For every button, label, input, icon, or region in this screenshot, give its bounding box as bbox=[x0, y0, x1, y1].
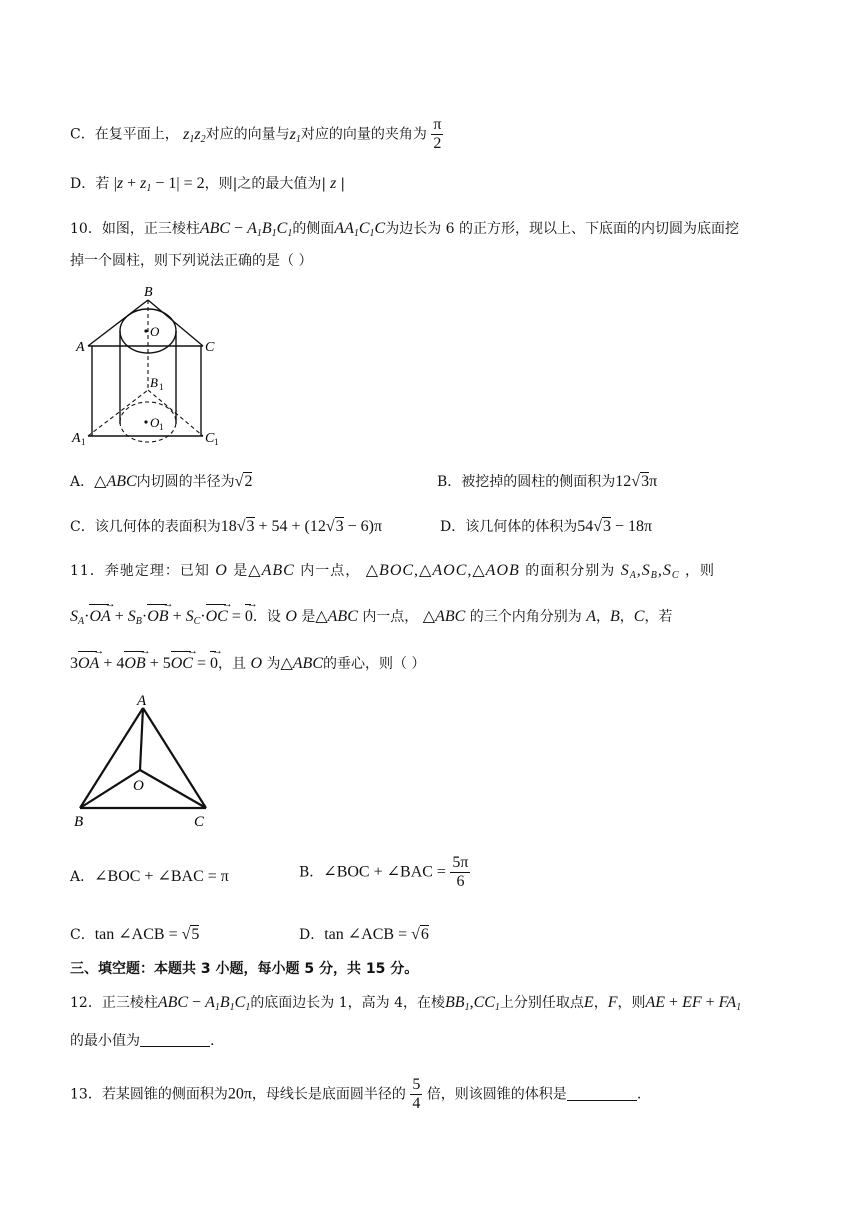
q10-line1: 10．如图，正三棱柱ABC − $A_1B_1C_1$的侧面$AA_1C_1C$为边长为 6 的正方形，现以上、下底面的内切圆为底面挖 bbox=[70, 220, 740, 239]
q11-option-d: D．tan ∠ACB = √6 bbox=[299, 926, 429, 943]
label-b: B bbox=[74, 814, 84, 830]
label-c1: C bbox=[205, 431, 215, 446]
label-a: A bbox=[76, 340, 85, 355]
q11-line3: 3OA → + 4OB → + 5OC → = 0 →，且 O 为△ABC的垂心，则（ ） bbox=[70, 653, 800, 675]
label-c: C bbox=[205, 340, 215, 355]
q12-line2: 的最小值为 . bbox=[70, 1033, 215, 1049]
q11-option-c: C．tan ∠ACB = √5 bbox=[70, 926, 200, 943]
q10-option-d: D．该几何体的体积为54√3 − 18π bbox=[440, 518, 653, 535]
q12-line1: 12．正三棱柱ABC − $A_1B_1C_1$的底面边长为 1，高为 4，在棱$BB_1,CC_1$上分别任取点E，F，则AE + EF + $FA_1$ bbox=[70, 994, 742, 1013]
label-c1-sub: 1 bbox=[214, 437, 219, 447]
label-b1: B bbox=[150, 375, 158, 390]
label-b: B bbox=[144, 285, 153, 300]
q11-line1: 11．奔驰定理：已知 O 是△ABC 内一点， △BOC,△AOC,△AOB 的面积分别为 $S_A,S_B,S_C$ ，则 bbox=[70, 562, 716, 581]
q11-options-ab bbox=[70, 854, 800, 890]
label-a: A bbox=[137, 693, 147, 709]
q10-prism-figure bbox=[68, 284, 228, 454]
q13-line: 13．若某圆锥的侧面积为20π，母线长是底面圆半径的 $\frac{5}{4}$ 倍，则该圆锥的体积是 . bbox=[70, 1076, 642, 1112]
label-c: C bbox=[194, 814, 205, 830]
label-o1-sub: 1 bbox=[159, 422, 164, 432]
label-o1: O bbox=[150, 415, 160, 430]
q11-options-cd bbox=[70, 924, 800, 946]
fraction: $\frac{5\pi}{6}$ bbox=[452, 854, 469, 890]
center-dot bbox=[144, 329, 147, 332]
fraction: $\frac{5}{4}$ bbox=[412, 1076, 421, 1112]
answer-blank[interactable] bbox=[140, 1032, 210, 1047]
label-a1: A bbox=[72, 431, 81, 446]
q11-option-a: A．∠BOC + ∠BAC = π bbox=[70, 868, 229, 885]
q10-options-cd bbox=[70, 516, 800, 538]
q9-option-d: D．若 $|z + z_1 - 1| = 2$，则|之的最大值为| z | bbox=[70, 175, 346, 194]
fraction: $\frac{\pi}{2}$ bbox=[433, 116, 442, 152]
q10-option-b: B．被挖掉的圆柱的侧面积为12√3π bbox=[437, 473, 658, 490]
label-o: O bbox=[133, 778, 144, 794]
label-o: O bbox=[150, 324, 160, 339]
label-a1-sub: 1 bbox=[81, 437, 86, 447]
section-title: 三、填空题：本题共 3 小题，每小题 5 分，共 15 分。 bbox=[70, 961, 419, 977]
q11-option-b: B．∠BOC + ∠BAC = $\frac{5\pi}{6}$ bbox=[299, 854, 469, 890]
q9-option-c: C．在复平面上， $z_1z_2$对应的向量与$z_1$对应的向量的夹角为 $\frac{\pi}{2}$ bbox=[70, 116, 442, 152]
q10-line2: 掉一个圆柱，则下列说法正确的是（ ） bbox=[70, 253, 313, 269]
q10-option-c: C．该几何体的表面积为18√3 + 54 + (12√3 − 6)π bbox=[70, 518, 383, 535]
label-b1-sub: 1 bbox=[159, 382, 164, 392]
q10-options-ab bbox=[70, 471, 800, 493]
q11-triangle-figure bbox=[70, 690, 220, 830]
answer-blank[interactable] bbox=[567, 1086, 637, 1101]
center-dot bbox=[144, 420, 147, 423]
q10-option-a: A．△ABC内切圆的半径为√2 bbox=[70, 473, 253, 490]
q11-line2: $S_A\cdot OA$ → + $S_B\cdot OB$ → + $S_C\cdot OC$ → = 0 →．设 O 是△ABC 内一点， △ABC 的三个内角分别为 A，B，C，若 bbox=[70, 606, 800, 633]
